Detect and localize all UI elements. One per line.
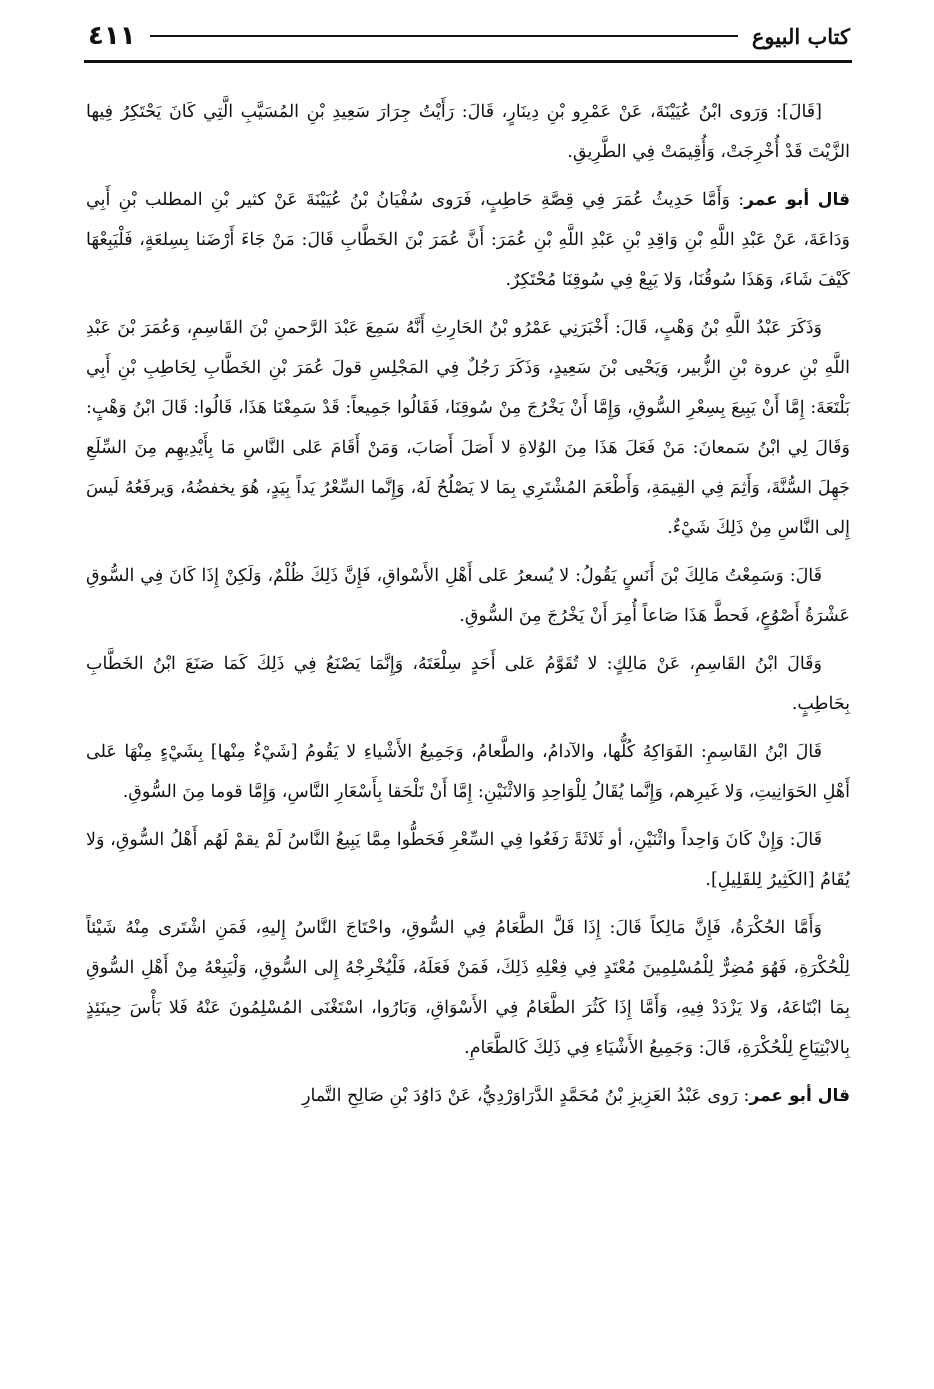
paragraph-text: قَالَ: وَسَمِعْتُ مَالِكَ بْنَ أَنَسٍ يَقُولُ: لا يُسعرُ عَلى أَهْلِ الأَسْواقِ، فَإِنَّ ذَلِكَ ظُلْمٌ، وَلَكِنْ إِذَا كَانَ فِي السُّوقِ عَشْرَةُ أَصْوُعٍ، فَحطَّ هَذَا صَاعاً أُمِرَ أَنْ يَخْرُجَ مِنَ السُّوقِ.: [86, 566, 850, 626]
paragraph: [86, 820, 850, 900]
paragraph-text: : وَأَمَّا حَدِيثُ عُمَرَ فِي قِصَّةِ حَاطِبٍ، فَرَوى سُفْيَانُ بْنُ عُيَيْنَةَ عَنْ كثير بْنِ المطلب بْنِ أَبِي وَدَاعَةَ، عَنْ عَبْدِ اللَّهِ بْنِ وَاقِدِ بْنِ عَبْدِ اللَّهِ بْنِ عُمَرَ: أَنَّ عُمَرَ بْنَ الخَطَّابِ قَالَ: مَنْ جَاءَ أَرْضَنا بِسِلعَةٍ، فَلْيَبِعْهَا كَيْفَ شَاءَ، وَهَذَا سُوقُنَا، وَلا يَبِعْ فِي سُوقِنَا مُحْتَكِرٌ.: [86, 190, 850, 290]
page-body: [86, 92, 850, 1124]
paragraph: [86, 308, 850, 548]
paragraph-text: وَقَالَ ابْنُ القَاسِمِ، عَنْ مَالِكٍ: لا تُقَوَّمُ عَلى أَحَدٍ سِلْعَتَهُ، وَإِنَّمَا يَصْنَعُ فِي ذَلِكَ كَمَا صَنَعَ ابْنُ الخَطَّابِ بِحَاطِبٍ.: [86, 654, 850, 714]
speaker-label: قال أبو عمر: [749, 1086, 850, 1106]
paragraph-text: [قَالَ]: وَرَوى ابْنُ عُيَيْنَةَ، عَنْ عَمْرِو بْنِ دِينَارٍ، قَالَ: رَأَيْتُ جِرَارَ سَعِيدِ بْنِ المُسَيَّبِ الَّتِي كَانَ يَحْتَكِرُ فِيها الزَّيْتَ قَدْ أُخْرِجَتْ، وَأُقِيمَتْ فِي الطَّرِيقِ.: [86, 102, 850, 162]
paragraph-text: قَالَ: وَإِنْ كَانَ وَاحِداً واثْنَيْنِ، أو ثَلاثَةً رَفَعُوا فِي السِّعْرِ فَحَطُّوا مِمَّا يَبِيعُ النَّاسُ لَمْ يقمْ لَهُم أَهْلُ السُّوقِ، وَلا يُقَامُ [الكَثِيرُ لِلقَلِيلِ].: [86, 830, 850, 890]
paragraph-text: قَالَ ابْنُ القَاسِمِ: الفَوَاكِهُ كُلُّها، والآدامُ، والطَّعامُ، وَجَمِيعُ الأَشْياءِ لا يَقُومُ [شَيْءٌ مِنْها] بِشَيْءٍ مِنْهَا عَلى أَهْلِ الحَوَانِيتِ، وَلا غَيرِهم، وَإِنَّما يُقَالُ لِلْوَاحِدِ وَالاثْنَيْنِ: إِمَّا أَنْ تَلْحَقا بِأَسْعَارِ النَّاسِ، وَإِمَّا قوما مِنَ السُّوقِ.: [86, 742, 850, 802]
paragraph: [86, 556, 850, 636]
paragraph: [86, 1076, 850, 1116]
speaker-label: قال أبو عمر: [744, 190, 850, 210]
paragraph-text: وَذَكَرَ عَبْدُ اللَّهِ بْنُ وَهْبٍ، قَالَ: أَخْبَرَنِي عَمْرُو بْنُ الحَارِثِ أَنَّهُ سَمِعَ عَبْدَ الرَّحمنِ بْنَ القَاسِمِ، وَعُمَرَ بْنَ عَبْدِ اللَّهِ بْنِ عروة بْنِ الزُّبير، وَيَحْيى بْنَ سَعِيدٍ، وَذَكَرَ رَجُلٌ فِي المَجْلِسِ قولَ عُمَرَ بْنِ الخَطَّابِ لِحَاطِبِ بْنِ أَبِي بَلْتَعَةَ: إِمَّا أَنْ يَبِيعَ بِسِعْرِ السُّوقِ، وَإِمَّا أَنْ يَخْرُجَ مِنْ سُوقِنَا، فَقَالُوا جَمِيعاً: قَدْ سَمِعْنَا هَذَا، قَالُوا: قَالَ ابْنُ وَهْبٍ: وَقَالَ لِي ابْنُ سَمعانَ: مَنْ فَعَلَ هَذَا مِنَ الوُلاةِ لا أَصَلَ أَصَابَ، وَمَنْ أَقَامَ عَلى النَّاسِ مَا بِأَيْدِيهِم مِنَ السِّلَعِ جَهِلَ السُّنَّةَ، وَأَثِمَ فِي القِيمَةِ، وَأَطْعَمَ المُشْتَرِي بِمَا لا يَصْلُحُ لَهُ، وَإِنَّما السِّعْرُ يَداً بِيَدٍ، هُوَ يخفضُهُ، وَيرفَعُهُ لَيسَ إِلى النَّاسِ مِنْ ذَلِكَ شَيْءٌ.: [86, 318, 850, 538]
page-number: ٤١١: [88, 21, 136, 51]
paragraph: [86, 908, 850, 1068]
paragraph: [86, 92, 850, 172]
paragraph: [86, 644, 850, 724]
paragraph: [86, 732, 850, 812]
paragraph: [86, 180, 850, 300]
paragraph-text: وَأَمَّا الحُكْرَةُ، فَإِنَّ مَالِكاً قَالَ: إِذَا قَلَّ الطَّعَامُ فِي السُّوقِ، واحْتَاجَ النَّاسُ إِليهِ، فَمَنِ اشْتَرى مِنْهُ شَيْئاً لِلْحُكْرَةِ، فَهُوَ مُضِرٌّ لِلْمُسْلِمِينَ مُعْتَدٍ فِي فِعْلِهِ ذَلِكَ، فَمَنْ فَعَلَهُ، فَلْيُخْرِجْهُ إِلى السُّوقِ، وَلْيَبِعْهُ مِنْ أَهْلِ السُّوقِ بِمَا ابْتَاعَهُ، وَلا يَزْدَدْ فِيهِ، وَأَمَّا إِذَا كَثُرَ الطَّعَامُ فِي الأَسْوَاقِ، وَبَارُوا، اسْتَغْنَى المُسْلِمُونَ عَنْهُ فَلا بَأْسَ حِينَئِذٍ بِالابْتِيَاعِ لِلْحُكْرَةِ، قَالَ: وَجَمِيعُ الأَشْيَاءِ فِي ذَلِكَ كَالطَّعَامِ.: [86, 918, 850, 1058]
header-line: [150, 35, 738, 37]
book-title: كتاب البيوع: [751, 23, 850, 49]
running-head: [88, 14, 850, 58]
paragraph-text: : رَوى عَبْدُ العَزِيزِ بْنُ مُحَمَّدٍ الدَّرَاوَرْدِيُّ، عَنْ دَاوُدَ بْنِ صَالِحِ التَّمارِ: [302, 1086, 750, 1106]
header-rule: [84, 60, 852, 63]
